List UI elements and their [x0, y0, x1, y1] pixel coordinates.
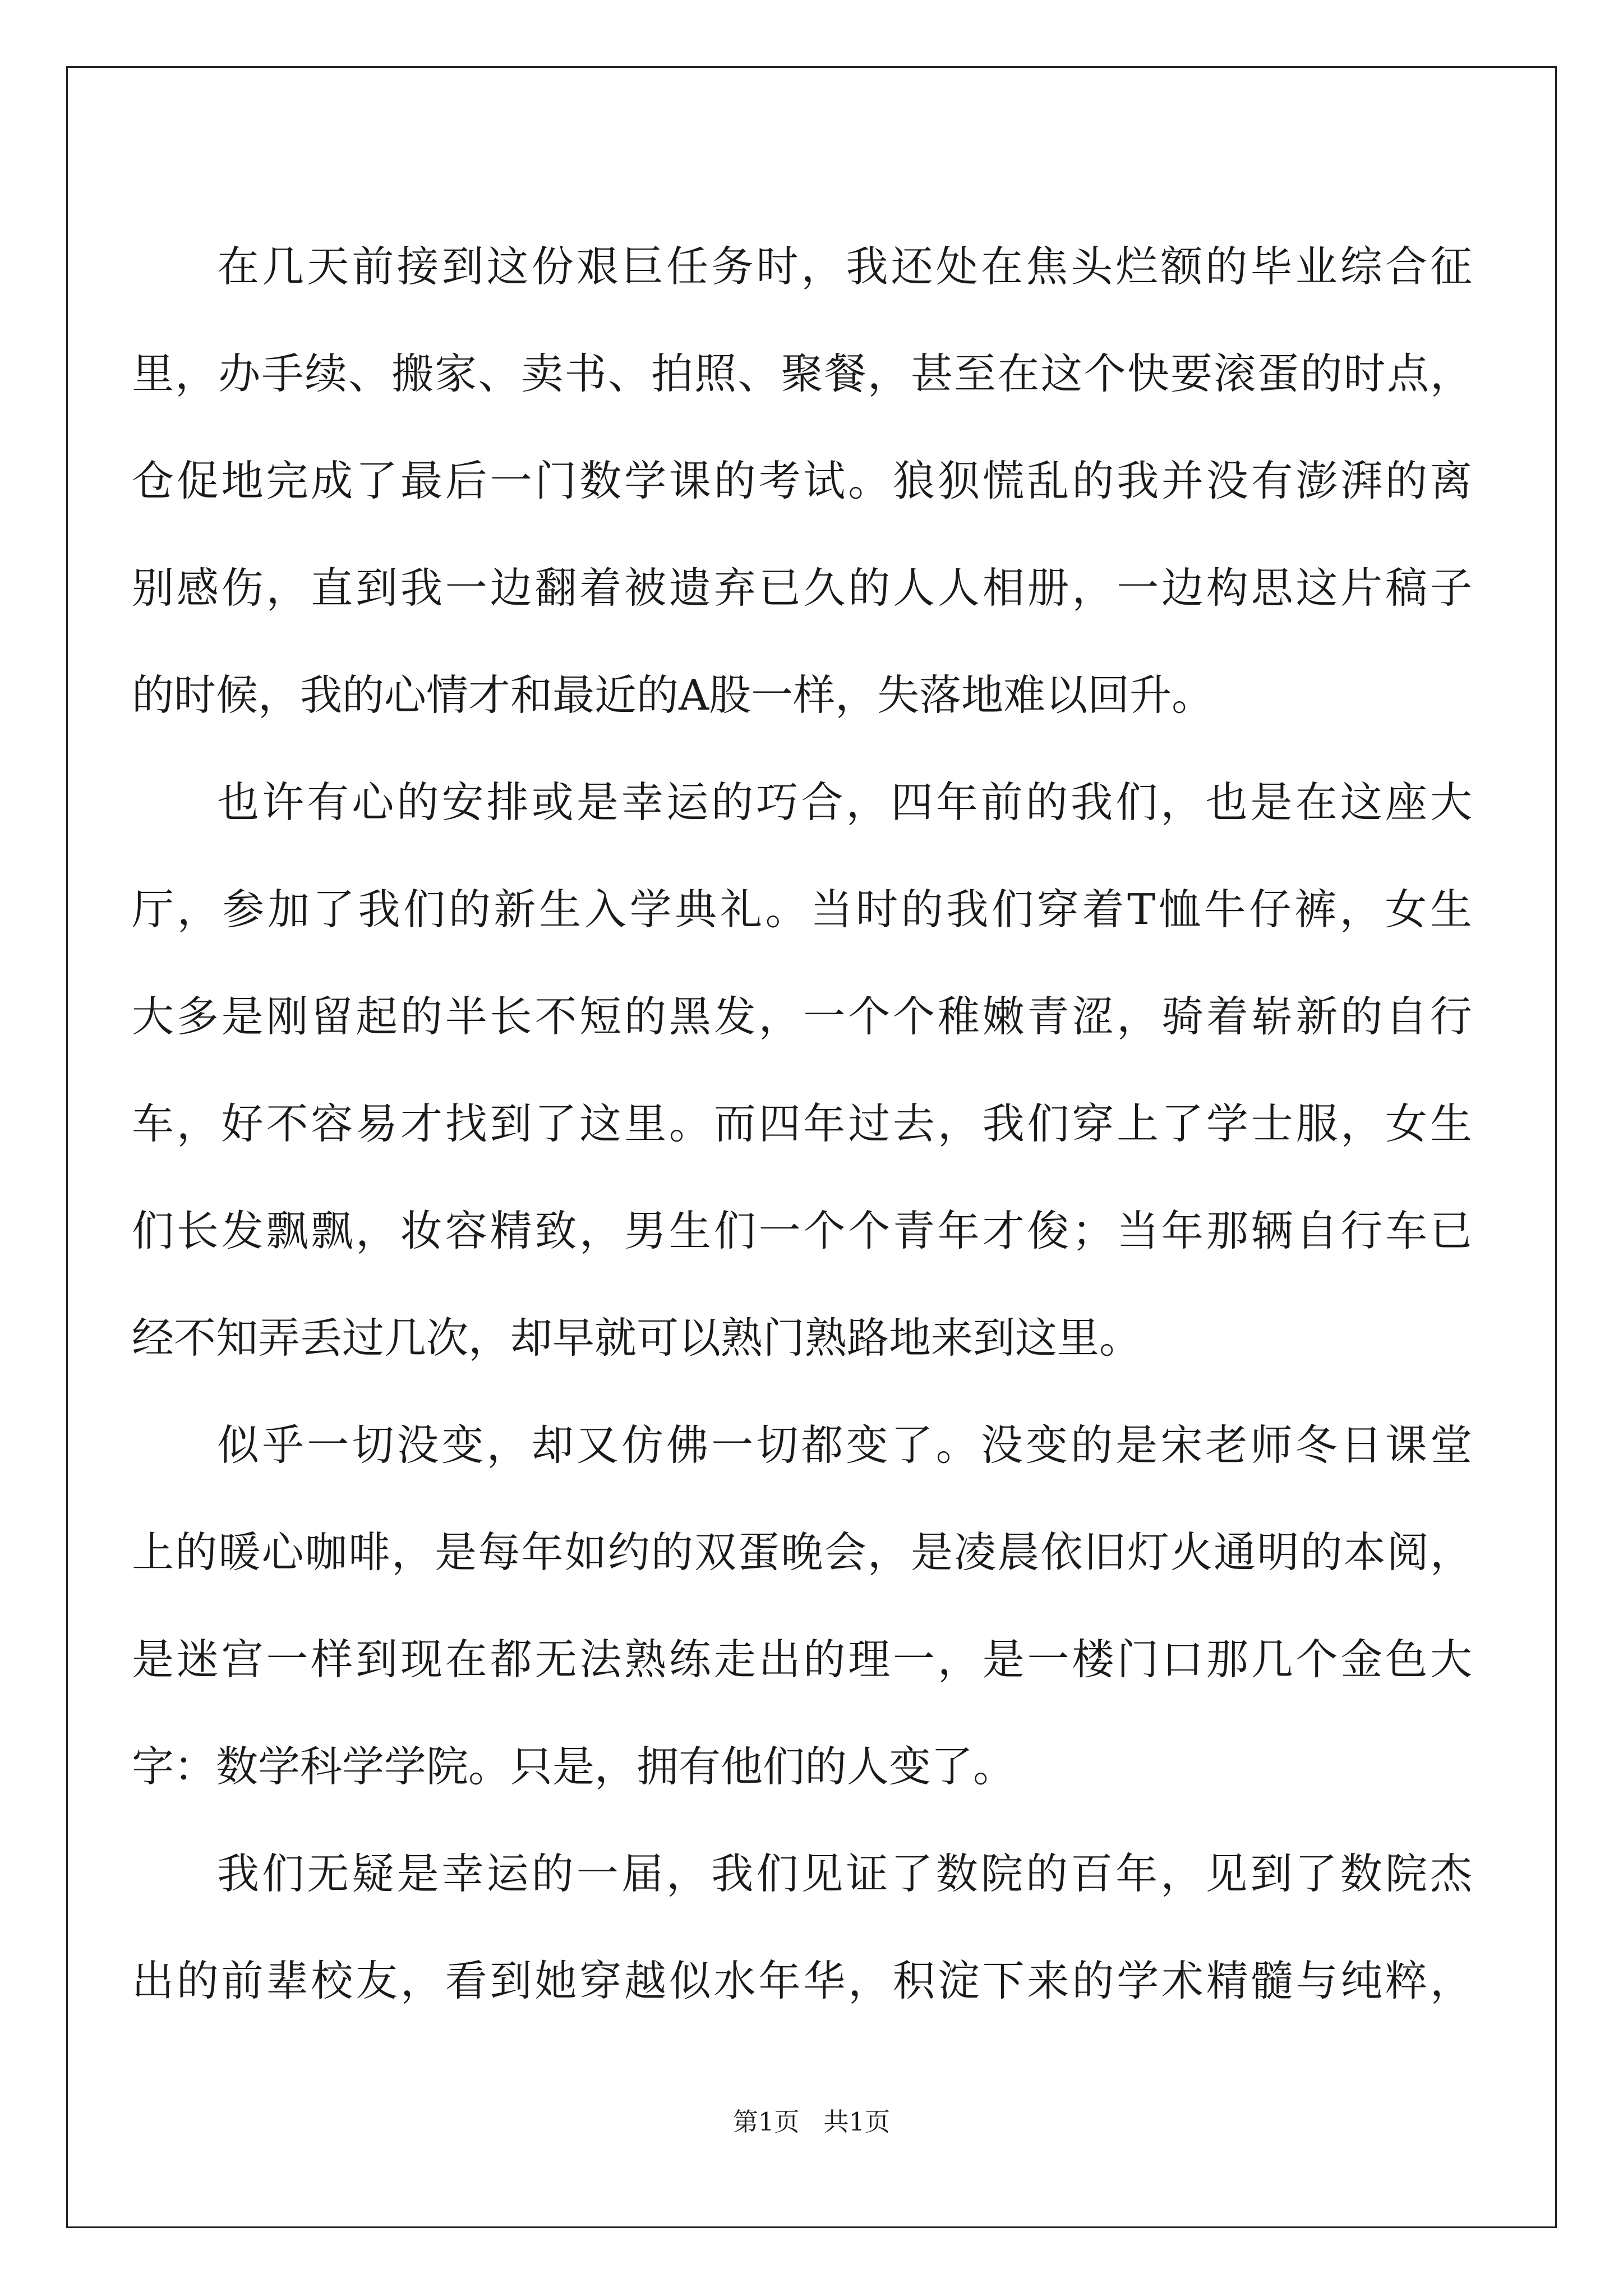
text-line: 里，办手续、搬家、卖书、拍照、聚餐，甚至在这个快要滚蛋的时点， — [132, 349, 1472, 398]
text-line: 字：数学科学学院。只是，拥有他们的人变了。 — [132, 1742, 1016, 1791]
page-footer: 第1页 共1页 — [732, 2107, 891, 2137]
text-line: 似乎一切没变，却又仿佛一切都变了。没变的是宋老师冬日课堂 — [217, 1420, 1472, 1470]
text-line: 是迷宫一样到现在都无法熟练走出的理一，是一楼门口那几个金色大 — [132, 1635, 1472, 1684]
text-line: 经不知弄丢过几次，却早就可以熟门熟路地来到这里。 — [132, 1313, 1142, 1363]
text-line: 我们无疑是幸运的一届，我们见证了数院的百年，见到了数院杰 — [217, 1849, 1472, 1898]
text-line: 在几天前接到这份艰巨任务时，我还处在焦头烂额的毕业综合征 — [217, 242, 1472, 291]
text-line: 上的暖心咖啡，是每年如约的双蛋晚会，是凌晨依旧灯火通明的本阅， — [132, 1527, 1472, 1577]
text-line: 厅，参加了我们的新生入学典礼。当时的我们穿着T恤牛仔裤，女生 — [132, 885, 1472, 934]
text-line: 仓促地完成了最后一门数学课的考试。狼狈慌乱的我并没有澎湃的离 — [132, 456, 1472, 505]
text-line: 出的前辈校友，看到她穿越似水年华，积淀下来的学术精髓与纯粹， — [132, 1956, 1472, 2005]
document-body — [132, 213, 1472, 2035]
text-line: 们长发飘飘，妆容精致，男生们一个个青年才俊；当年那辆自行车已 — [132, 1206, 1472, 1255]
text-line: 的时候，我的心情才和最近的A股一样，失落地难以回升。 — [132, 670, 1214, 720]
text-line: 也许有心的安排或是幸运的巧合，四年前的我们，也是在这座大 — [217, 777, 1472, 827]
text-line: 车，好不容易才找到了这里。而四年过去，我们穿上了学士服，女生 — [132, 1099, 1472, 1148]
text-line: 大多是刚留起的半长不短的黑发，一个个稚嫩青涩，骑着崭新的自行 — [132, 992, 1472, 1041]
text-line: 别感伤，直到我一边翻着被遗弃已久的人人相册，一边构思这片稿子 — [132, 563, 1472, 613]
